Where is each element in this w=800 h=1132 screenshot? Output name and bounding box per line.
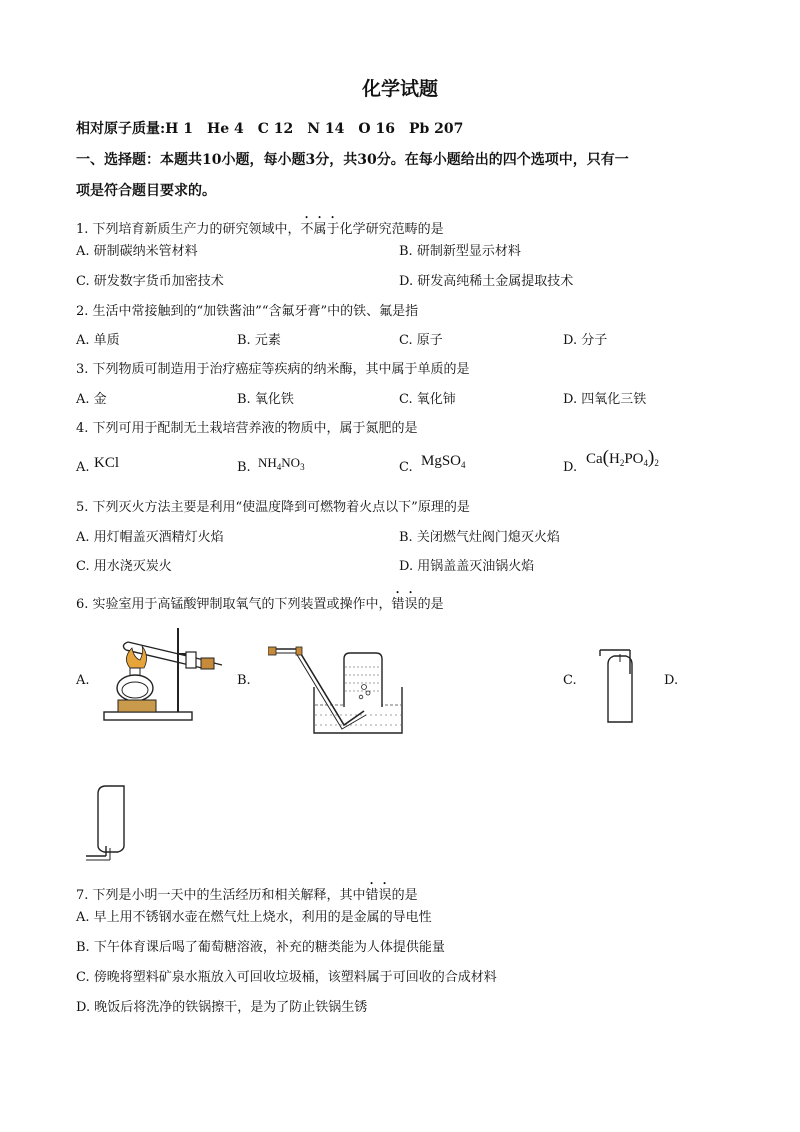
q4-option-a-formula[interactable]: KCl — [94, 455, 120, 471]
q2-option-c[interactable]: C. 原子 — [399, 333, 443, 348]
q2-stem: 2. 生活中常接触到的“加铁酱油”“含氟牙膏”中的铁、氟是指 — [76, 304, 419, 319]
q6-option-b-letter[interactable]: B. — [237, 673, 251, 688]
q5-option-a[interactable]: A. 用灯帽盖灭酒精灯火焰 — [76, 530, 224, 545]
q6-option-c-letter[interactable]: C. — [563, 673, 577, 688]
q4-option-b-letter[interactable]: B. — [237, 460, 251, 475]
q3-option-c[interactable]: C. 氧化铈 — [399, 392, 456, 407]
q1-emphasis: 不属于 — [300, 222, 340, 237]
q6-stem: 6. 实验室用于高锰酸钾制取氧气的下列装置或操作中，错误的是 — [76, 597, 444, 612]
q2-option-b[interactable]: B. 元素 — [237, 333, 281, 348]
section-header-line1: 一、选择题：本题共10小题，每小题3分，共30分。在每小题给出的四个选项中，只有一 — [76, 152, 629, 168]
heating-apparatus-figure — [100, 620, 225, 725]
q1-option-d[interactable]: D. 研发高纯稀土金属提取技术 — [399, 274, 574, 289]
q4-stem: 4. 下列可用于配制无土栽培营养液的物质中，属于氮肥的是 — [76, 421, 418, 436]
q2-option-a[interactable]: A. 单质 — [76, 333, 120, 348]
atomic-masses: 相对原子质量:H 1 He 4 C 12 N 14 O 16 Pb 207 — [76, 121, 464, 137]
q2-option-d[interactable]: D. 分子 — [563, 333, 608, 348]
q4-option-c-letter[interactable]: C. — [399, 460, 413, 475]
q6-option-d-letter[interactable]: D. — [664, 673, 679, 688]
q5-stem: 5. 下列灭火方法主要是利用“使温度降到可燃物着火点以下”原理的是 — [76, 500, 470, 515]
q7-option-a[interactable]: A. 早上用不锈钢水壶在燃气灶上烧水，利用的是金属的导电性 — [76, 910, 432, 925]
q4-option-d-letter[interactable]: D. — [563, 460, 578, 475]
q7-stem: 7. 下列是小明一天中的生活经历和相关解释，其中错误的是 — [76, 888, 418, 903]
q3-stem: 3. 下列物质可制造用于治疗癌症等疾病的纳米酶，其中属于单质的是 — [76, 362, 470, 377]
q4-option-a-letter[interactable]: A. — [76, 460, 90, 475]
q1-option-b[interactable]: B. 研制新型显示材料 — [399, 244, 521, 259]
q7-emphasis: 错误 — [365, 888, 392, 903]
q3-option-a[interactable]: A. 金 — [76, 392, 107, 407]
section-header-line2: 项是符合题目要求的。 — [76, 183, 216, 199]
q4-option-c-formula[interactable]: MgSO$_4$ — [421, 453, 466, 470]
q4-option-d-formula[interactable]: $Ca(H_2PO_4)_2$ — [586, 447, 659, 468]
gas-collection-figure — [268, 645, 403, 740]
gas-collection-bottle-figure — [84, 782, 134, 864]
q4-option-b-formula[interactable]: $NH_4NO_3$ — [258, 455, 305, 472]
q5-option-b[interactable]: B. 关闭燃气灶阀门熄灭火焰 — [399, 530, 560, 545]
q6-option-a-letter[interactable]: A. — [76, 673, 90, 688]
q7-option-d[interactable]: D. 晚饭后将洗净的铁锅擦干，是为了防止铁锅生锈 — [76, 1000, 368, 1015]
q5-option-d[interactable]: D. 用锅盖盖灭油锅火焰 — [399, 559, 535, 574]
q7-option-c[interactable]: C. 傍晚将塑料矿泉水瓶放入可回收垃圾桶，该塑料属于可回收的合成材料 — [76, 970, 497, 985]
q5-option-c[interactable]: C. 用水浇灭炭火 — [76, 559, 172, 574]
q7-option-b[interactable]: B. 下午体育课后喝了葡萄糖溶液，补充的糖类能为人体提供能量 — [76, 940, 445, 955]
page-title: 化学试题 — [361, 78, 438, 100]
q6-emphasis: 错误 — [391, 597, 418, 612]
gas-bottle-figure — [594, 640, 644, 725]
q1-stem: 1. 下列培育新质生产力的研究领域中，不属于化学研究范畴的是 — [76, 222, 444, 237]
q3-option-b[interactable]: B. 氧化铁 — [237, 392, 294, 407]
q3-option-d[interactable]: D. 四氧化三铁 — [563, 392, 647, 407]
q1-option-c[interactable]: C. 研发数字货币加密技术 — [76, 274, 224, 289]
q1-option-a[interactable]: A. 研制碳纳米管材料 — [76, 244, 198, 259]
